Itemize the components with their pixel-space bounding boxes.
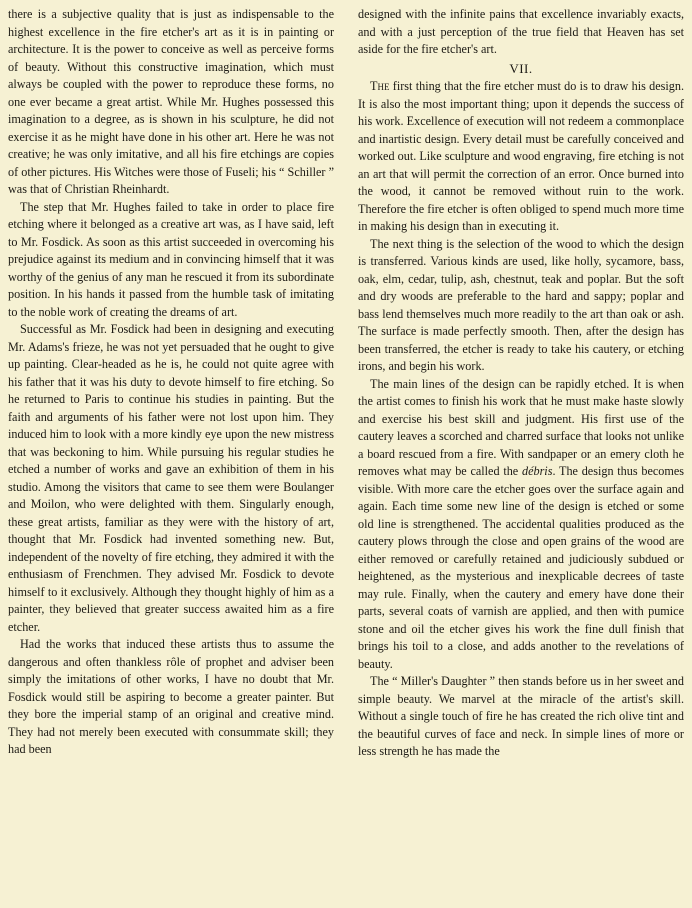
paragraph-text: . The design thus becomes visible. With more care the etcher goes over the surface again and again. Each time some new line of the design is etched or some old line is strengthened. The accidental qualities produced as the cautery plows through the close and open grains of the wood are either removed or carefully retained and judiciously subdued or heightened, as the mysterious and inexplicable decrees of taste may rule. Finally, when the cautery and emery have done their parts, several coats of varnish are applied, and then with pumice stone and oil the etcher gives his work the fine dull finish that brings his toil to a close, and adds another to the revelations of beauty. [358, 464, 684, 671]
paragraph-text: first thing that the fire etcher must do is to draw his design. It is also the most important thing; upon it depends the success of his work. Excellence of execution will not redeem a commonplace and inartistic design. Every detail must be carefully conceived and worked out. Like sculpture and wood engraving, fire etching is not an art that will permit the correction of an error. Once burned into the wood, it cannot be removed without ruin to the work. Therefore the fire etcher is often obliged to spend much more time in making his design than in executing it. [358, 79, 684, 233]
section-heading: VII. [509, 60, 533, 76]
paragraph-continuation: designed with the infinite pains that excellence invariably exacts, and with a just perception of the true field that Heaven has set aside for the fire etcher's art. [358, 7, 684, 56]
paragraph: Had the works that induced these artists thus to assume the dangerous and often thankless rôle of prophet and adviser been simply the imitations of other works, I have no doubt that Mr. Fosdick would still be aspiring to become a greater painter. But they bore the imperial stamp of an original and creative mind. They had not merely been executed with consummate skill; they had been [8, 637, 334, 756]
paragraph [358, 78, 684, 236]
italic-term: débris [521, 464, 553, 478]
paragraph: there is a subjective quality that is just as indispensable to the highest excellence in the fire etcher's art as it is in painting or architecture. It is the power to conceive as well as perceive forms of beauty. Without this constructive imagination, which must always be coupled with the power to reproduce these forms, no one ever became a great artist. While Mr. Hughes possessed this imagination to a degree, as is shown in his sculpture, he did not exercise it as he might have done in his other art. Here he was not creative; he was only imitative, and all his fire etchings are copies of other pictures. His Witches were those of Fuseli; his “ Schiller ” was that of Christian Rheinhardt. [8, 7, 334, 196]
right-column [358, 6, 684, 908]
paragraph: The next thing is the selection of the wood to which the design is transferred. Various kinds are used, like holly, sycamore, bass, oak, elm, cedar, tulip, ash, chestnut, teak and poplar. But the soft and dry woods are preferable to the hard and sappy; poplar and bass lend themselves much more readily to the art than oak or ash. The surface is made perfectly smooth. Then, after the design has been transferred, the etcher is ready to take his cautery, or etching irons, and begin his work. [358, 236, 684, 373]
paragraph-text: The main lines of the design can be rapidly etched. It is when the artist comes to finish his work that he must make haste slowly and exercise his best skill and judgment. His first use of the cautery leaves a scorched and charred surface that looks not unlike a board rescued from a fire. With sandpaper or an emery cloth he removes what may be called the [358, 376, 684, 478]
paragraph: Successful as Mr. Fosdick had been in designing and executing Mr. Adams's frieze, he was not yet persuaded that he ought to give up painting. Clear-headed as he is, he could not quite agree with his father that it was his duty to devote himself to fire etching. So he returned to Paris to continue his studies in painting. But the faith and arguments of his father were not lost upon him. They induced him to look with a more kindly eye upon the new mistress that was beckoning to him. While pursuing his regular studies he etched a number of works and gave an exhibition of them in his studio. Among the visitors that came to see them were Boulanger and Moilon, who were delighted with them. Singularly enough, these great artists, familiar as they were with the history of art, thought that Mr. Fosdick had invented something new. But, independent of the novelty of fire etching, they admired it with the enthusiasm of Frenchmen. They advised Mr. Fosdick to devote himself to it exclusively. Although they thought highly of him as a painter, they believed that greater success awaited him as a fire etcher. [8, 322, 334, 634]
paragraph: The step that Mr. Hughes failed to take in order to place fire etching where it belonged as a creative art was, as I have said, left to Mr. Fosdick. As soon as this artist succeeded in overcoming his prejudice against its medium and in convincing himself that it was worthy of the genius of any man he rescued it from its subordinate position. In his hands it passed from the humble task of imitating to the noble work of creating the dreams of art. [8, 199, 334, 319]
paragraph: The “ Miller's Daughter ” then stands before us in her sweet and simple beauty. We marvel at the miracle of the artist's skill. Without a single touch of fire he has created the rich olive tint and the beautiful curves of face and neck. In simple lines of more or less strength he has made the [358, 674, 684, 758]
section-first-word: The [370, 79, 390, 93]
paragraph [358, 376, 684, 674]
left-column [8, 6, 334, 908]
